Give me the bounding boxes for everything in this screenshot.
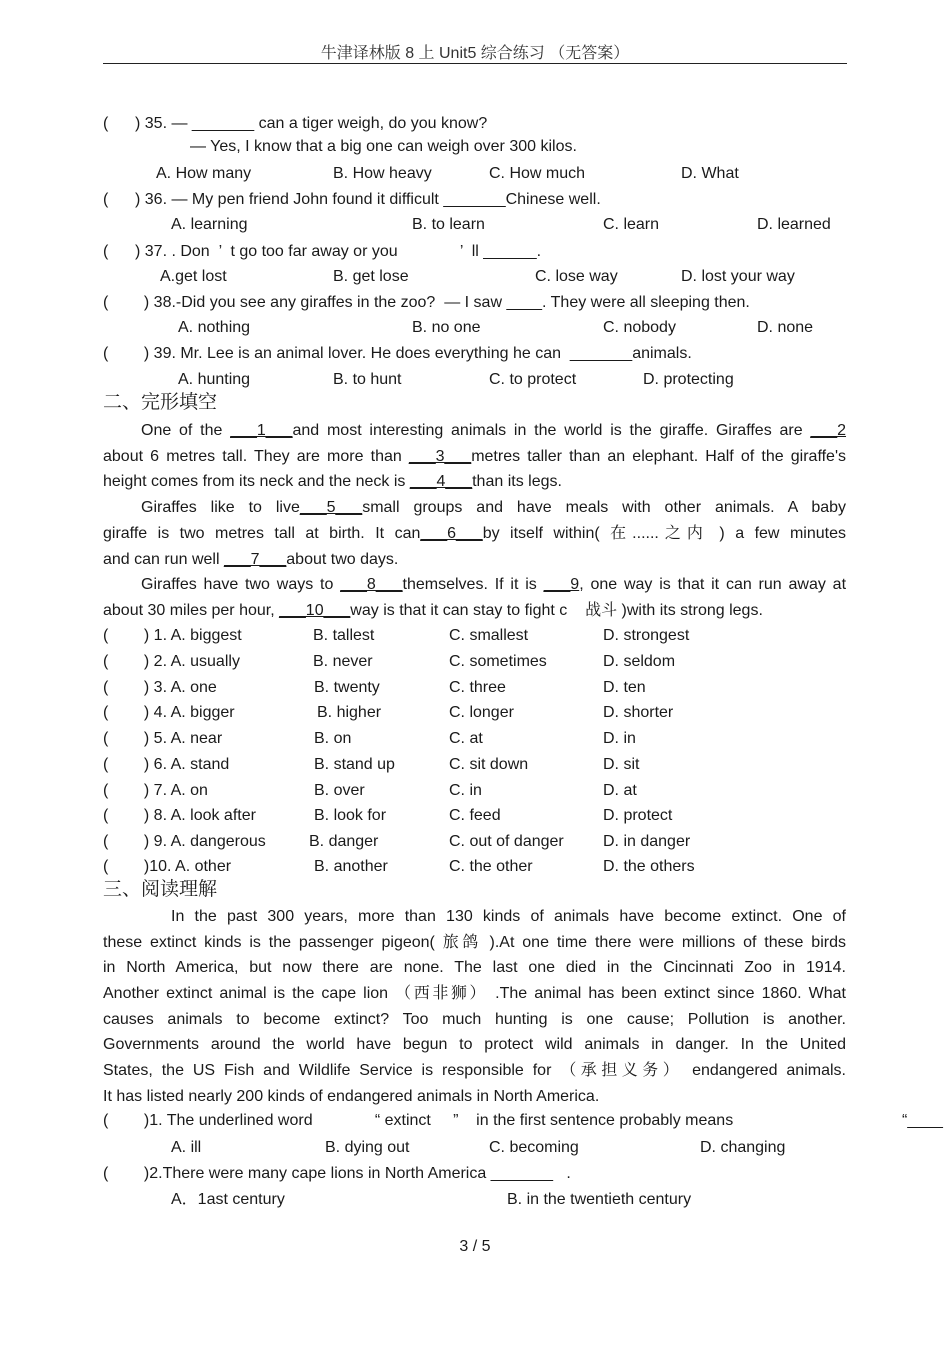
cloze-heading: 二、完形填空	[103, 391, 218, 413]
reading-question-1: ( )1. The underlined word “ extinct ” in the first sentence probably means	[103, 1112, 734, 1129]
q39-option-c: C. to protect	[489, 371, 577, 388]
rq2-option-b: B. in the twentieth century	[507, 1191, 692, 1208]
q35-option-b: B. How heavy	[333, 165, 432, 182]
reading-line-2: these extinct kinds is the passenger pigeon( 旅鸽 ).At one time there were millions of these birds	[103, 934, 846, 951]
q35-option-a: A. How many	[156, 165, 252, 182]
reading-question-1-tail: “____	[902, 1112, 943, 1129]
cloze-q8-a: ( ) 8. A. look after	[103, 807, 256, 824]
page-header: 牛津译林版 8 上 Unit5 综合练习 （无答案）	[320, 45, 630, 62]
reading-line-6: Governments around the world have begun to protect wild animals in danger. In the United	[103, 1036, 846, 1053]
cloze-q3-a: ( ) 3. A. one	[103, 679, 217, 696]
rq1-option-d: D. changing	[700, 1139, 786, 1156]
cloze-line-3: height comes from its neck and the neck is ___4___than its legs.	[103, 473, 562, 490]
cloze-q2-d: D. seldom	[603, 653, 676, 670]
q37-option-c: C. lose way	[535, 268, 618, 285]
cloze-q4-a: ( ) 4. A. bigger	[103, 704, 235, 721]
cloze-q9-a: ( ) 9. A. dangerous	[103, 833, 266, 850]
q38-option-c: C. nobody	[603, 319, 676, 336]
question-36: ( ) 36. — My pen friend John found it difficult _______Chinese well.	[103, 191, 601, 208]
q37-option-d: D. lost your way	[681, 268, 795, 285]
q38-option-d: D. none	[757, 319, 814, 336]
question-35: ( ) 35. — _______ can a tiger weigh, do you know?	[103, 115, 488, 132]
cloze-q3-d: D. ten	[603, 679, 646, 696]
cloze-q7-b: B. over	[314, 782, 365, 799]
cloze-q3-c: C. three	[449, 679, 506, 696]
cloze-q4-c: C. longer	[449, 704, 514, 721]
q37-option-a: A.get lost	[160, 268, 227, 285]
question-39: ( ) 39. Mr. Lee is an animal lover. He does everything he can _______animals.	[103, 345, 692, 362]
q36-option-a: A. learning	[171, 216, 248, 233]
cloze-q10-d: D. the others	[603, 858, 695, 875]
rq1-option-c: C. becoming	[489, 1139, 579, 1156]
q39-option-d: D. protecting	[643, 371, 734, 388]
cloze-q3-b: B. twenty	[314, 679, 380, 696]
cloze-q1-a: ( ) 1. A. biggest	[103, 627, 242, 644]
rq1-option-b: B. dying out	[325, 1139, 410, 1156]
cloze-q8-c: C. feed	[449, 807, 501, 824]
q39-option-a: A. hunting	[178, 371, 251, 388]
cloze-q10-b: B. another	[314, 858, 388, 875]
cloze-line-8: about 30 miles per hour, ___10___way is that it can stay to fight c 战斗 )with its strong legs.	[103, 602, 763, 619]
cloze-line-6: and can run well ___7___about two days.	[103, 551, 399, 568]
cloze-q6-a: ( ) 6. A. stand	[103, 756, 230, 773]
cloze-q7-c: C. in	[449, 782, 482, 799]
cloze-q10-c: C. the other	[449, 858, 533, 875]
cloze-q1-d: D. strongest	[603, 627, 690, 644]
reading-line-3: in North America, but now there are none. The last one died in the Cincinnati Zoo in 1914.	[103, 959, 846, 976]
question-38: ( ) 38.-Did you see any giraffes in the zoo? — I saw ____. They were all sleeping then.	[103, 294, 750, 311]
reading-line-8: It has listed nearly 200 kinds of endangered animals in North America.	[103, 1088, 600, 1105]
cloze-q4-d: D. shorter	[603, 704, 674, 721]
cloze-q1-c: C. smallest	[449, 627, 529, 644]
cloze-q1-b: B. tallest	[313, 627, 375, 644]
cloze-q8-d: D. protect	[603, 807, 673, 824]
cloze-q2-a: ( ) 2. A. usually	[103, 653, 240, 670]
reading-line-5: causes animals to become extinct? Too much hunting is one cause; Pollution is another.	[103, 1011, 846, 1028]
cloze-q4-b: B. higher	[317, 704, 382, 721]
rq1-option-a: A. ill	[171, 1139, 202, 1156]
q35-option-d: D. What	[681, 165, 739, 182]
cloze-line-4: Giraffes like to live___5___small groups and have meals with other animals. A baby	[141, 499, 847, 516]
cloze-line-2: about 6 metres tall. They are more than ___3___metres taller than an elephant. Half of the giraffe's	[103, 448, 846, 465]
page-number: 3 / 5	[459, 1238, 491, 1255]
cloze-q10-a: ( )10. A. other	[103, 858, 232, 875]
question-37: ( ) 37. . Don ’ t go too far away or you ’ ll ______.	[103, 243, 542, 260]
cloze-q7-d: D. at	[603, 782, 637, 799]
cloze-q8-b: B. look for	[314, 807, 387, 824]
q36-option-c: C. learn	[603, 216, 660, 233]
cloze-line-1: One of the ___1___and most interesting animals in the world is the giraffe. Giraffes are ___2	[141, 422, 847, 439]
reading-line-7: States, the US Fish and Wildlife Service is responsible for （承担义务） endangered animals.	[103, 1062, 846, 1079]
cloze-q6-b: B. stand up	[314, 756, 395, 773]
header-rule	[103, 63, 847, 64]
q38-option-a: A. nothing	[178, 319, 251, 336]
cloze-q6-c: C. sit down	[449, 756, 529, 773]
q36-option-b: B. to learn	[412, 216, 485, 233]
q35-option-c: C. How much	[489, 165, 586, 182]
q37-option-b: B. get lose	[333, 268, 409, 285]
reading-line-1: In the past 300 years, more than 130 kinds of animals have become extinct. One of	[171, 908, 846, 925]
cloze-q9-b: B. danger	[309, 833, 379, 850]
cloze-q5-a: ( ) 5. A. near	[103, 730, 223, 747]
cloze-q5-d: D. in	[603, 730, 636, 747]
rq2-option-a: A．1ast century	[171, 1191, 285, 1208]
cloze-q9-c: C. out of danger	[449, 833, 564, 850]
question-35-answer-line: — Yes, I know that a big one can weigh over 300 kilos.	[190, 138, 577, 155]
cloze-q6-d: D. sit	[603, 756, 640, 773]
reading-line-4: Another extinct animal is the cape lion （西非狮） .The animal has been extinct since 1860. What	[103, 985, 846, 1002]
cloze-q2-b: B. never	[313, 653, 373, 670]
cloze-q2-c: C. sometimes	[449, 653, 547, 670]
q36-option-d: D. learned	[757, 216, 831, 233]
reading-question-2: ( )2.There were many cape lions in North America _______ .	[103, 1165, 571, 1182]
reading-heading: 三、阅读理解	[103, 878, 218, 900]
q38-option-b: B. no one	[412, 319, 481, 336]
cloze-q7-a: ( ) 7. A. on	[103, 782, 208, 799]
cloze-q5-c: C. at	[449, 730, 483, 747]
cloze-line-7: Giraffes have two ways to ___8___themselves. If it is ___9, one way is that it can run away at	[141, 576, 847, 593]
cloze-q9-d: D. in danger	[603, 833, 691, 850]
cloze-q5-b: B. on	[314, 730, 352, 747]
q39-option-b: B. to hunt	[333, 371, 402, 388]
cloze-line-5: giraffe is two metres tall at birth. It can___6___by itself within( 在......之内 ) a few minutes	[103, 525, 846, 542]
